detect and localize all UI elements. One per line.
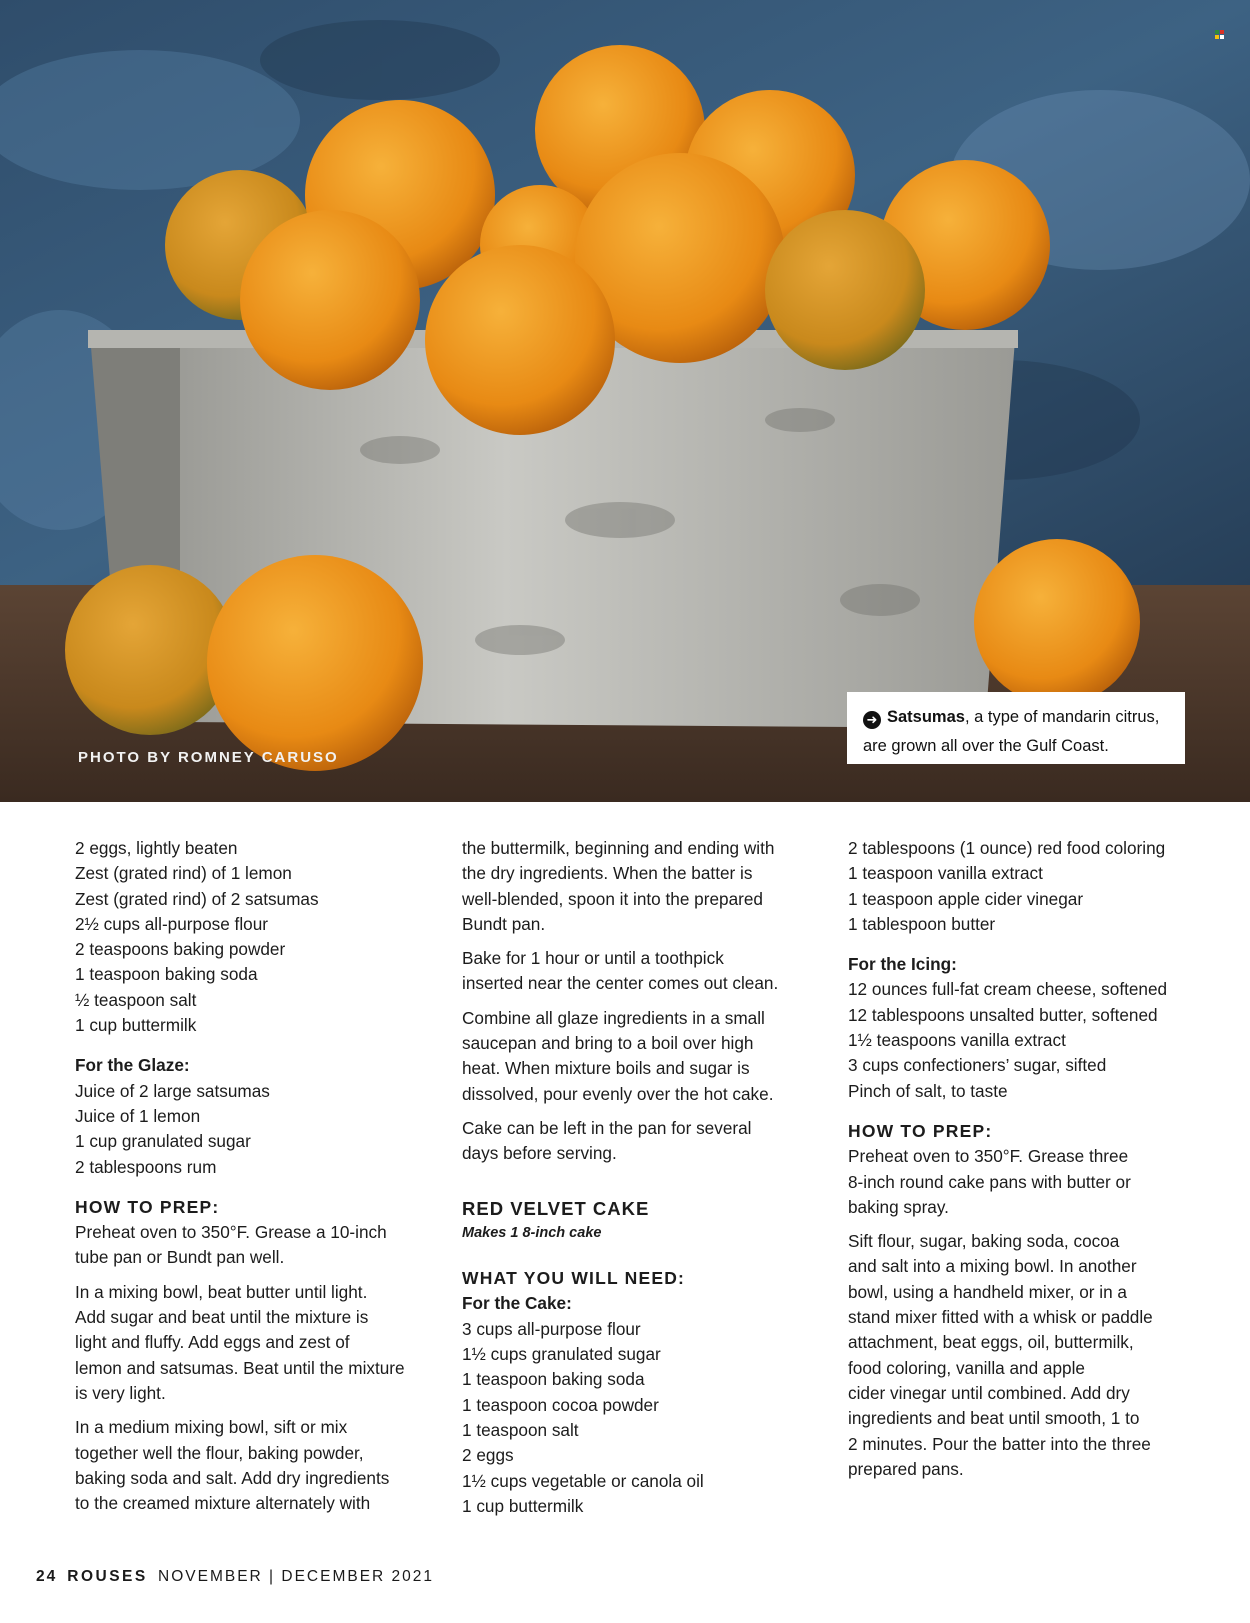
text-line: is very light.: [75, 1382, 166, 1403]
column-3: [848, 836, 1208, 1491]
text-line: Add sugar and beat until the mixture is: [75, 1307, 369, 1328]
text-line: cider vinegar until combined. Add dry: [848, 1382, 1130, 1403]
photo-credit: PHOTO BY ROMNEY CARUSO: [78, 749, 339, 766]
text-line: attachment, beat eggs, oil, buttermilk,: [848, 1332, 1134, 1353]
glaze-heading: For the Glaze:: [75, 1055, 190, 1076]
arrow-right-circle-icon: ➜: [863, 711, 881, 729]
ingredient: Zest (grated rind) of 2 satsumas: [75, 888, 319, 909]
ingredient: 1 teaspoon baking soda: [462, 1369, 645, 1390]
text-line: 2 minutes. Pour the batter into the three: [848, 1433, 1151, 1454]
ingredient: ½ teaspoon salt: [75, 989, 197, 1010]
text-line: In a medium mixing bowl, sift or mix: [75, 1417, 348, 1438]
text-line: days before serving.: [462, 1143, 617, 1164]
text-line: Combine all glaze ingredients in a small: [462, 1007, 765, 1028]
icing-ingredient: 12 ounces full-fat cream cheese, softened: [848, 979, 1168, 1000]
text-line: prepared pans.: [848, 1458, 964, 1479]
ingredient: 1 teaspoon apple cider vinegar: [848, 888, 1084, 909]
text-line: ingredients and beat until smooth, 1 to: [848, 1408, 1140, 1429]
prep-paragraph: [462, 836, 802, 937]
text-line: stand mixer fitted with a whisk or paddle: [848, 1307, 1153, 1328]
text-line: to the creamed mixture alternately with: [75, 1493, 371, 1514]
prep-paragraph: [848, 1144, 1208, 1220]
text-line: Preheat oven to 350°F. Grease three: [848, 1146, 1129, 1167]
prep-paragraph: [848, 1229, 1208, 1482]
icing-ingredient: 12 tablespoons unsalted butter, softened: [848, 1004, 1158, 1025]
glaze-ingredient: 2 tablespoons rum: [75, 1156, 217, 1177]
text-line: bowl, using a handheld mixer, or in a: [848, 1281, 1127, 1302]
prep-paragraph: [75, 1280, 420, 1406]
ingredient: 1 cup buttermilk: [75, 1015, 197, 1036]
prep-paragraph: [75, 1415, 420, 1516]
icing-heading: For the Icing:: [848, 954, 957, 975]
hero-photo: [0, 0, 1250, 802]
text-line: Preheat oven to 350°F. Grease a 10-inch: [75, 1222, 387, 1243]
glaze-ingredient: 1 cup granulated sugar: [75, 1131, 251, 1152]
photo-callout: [847, 692, 1185, 764]
icing-ingredient: Pinch of salt, to taste: [848, 1080, 1008, 1101]
text-line: food coloring, vanilla and apple: [848, 1357, 1085, 1378]
icing-ingredient: 1½ teaspoons vanilla extract: [848, 1030, 1066, 1051]
text-line: 8-inch round cake pans with butter or: [848, 1171, 1131, 1192]
text-line: well-blended, spoon it into the prepared: [462, 888, 763, 909]
ingredient: 2 eggs: [462, 1445, 514, 1466]
issue-date: NOVEMBER | DECEMBER 2021: [158, 1568, 435, 1585]
text-line: baking spray.: [848, 1196, 949, 1217]
prep-paragraph: [75, 1220, 420, 1271]
ingredient: 2½ cups all-purpose flour: [75, 913, 268, 934]
text-line: In a mixing bowl, beat butter until light.: [75, 1281, 368, 1302]
ingredient: 1 teaspoon cocoa powder: [462, 1394, 659, 1415]
ingredient: 1 teaspoon vanilla extract: [848, 863, 1043, 884]
ingredient: 1½ cups granulated sugar: [462, 1344, 661, 1365]
prep-paragraph: [462, 1116, 802, 1167]
text-line: and salt into a mixing bowl. In another: [848, 1256, 1137, 1277]
text-line: the buttermilk, beginning and ending with: [462, 838, 775, 858]
recipe-yield: Makes 1 8-inch cake: [462, 1224, 602, 1241]
text-line: dissolved, pour evenly over the hot cake.: [462, 1083, 774, 1104]
cake-ingredients-continued: [848, 836, 1208, 937]
glaze-list: [75, 1079, 420, 1180]
text-line: Bundt pan.: [462, 913, 546, 934]
text-line: together well the flour, baking powder,: [75, 1442, 364, 1463]
column-2: [462, 836, 802, 1519]
ingredient: Zest (grated rind) of 1 lemon: [75, 863, 292, 884]
column-1: [75, 836, 420, 1525]
text-line: saucepan and bring to a boil over high: [462, 1033, 754, 1054]
text-line: Sift flour, sugar, baking soda, cocoa: [848, 1231, 1120, 1252]
prep-paragraph: [462, 1006, 802, 1107]
text-line: tube pan or Bundt pan well.: [75, 1247, 285, 1268]
prep-heading: HOW TO PREP:: [848, 1120, 993, 1141]
page-footer: [36, 1568, 434, 1586]
callout-bold: Satsumas: [887, 708, 965, 726]
callout-rest: , a type of mandarin citrus,: [964, 708, 1160, 726]
brand-name: ROUSES: [67, 1568, 148, 1585]
glaze-ingredient: Juice of 1 lemon: [75, 1105, 201, 1126]
satsumas-photo-illustration: [0, 0, 1250, 802]
ingredient: 2 tablespoons (1 ounce) red food coloring: [848, 838, 1166, 858]
cake-ingredients-list: [462, 1317, 802, 1519]
ingredient: 1 tablespoon butter: [848, 913, 996, 934]
prep-heading: HOW TO PREP:: [75, 1196, 220, 1217]
text-line: Bake for 1 hour or until a toothpick: [462, 948, 724, 969]
glaze-ingredient: Juice of 2 large satsumas: [75, 1080, 270, 1101]
icing-list: [848, 977, 1208, 1103]
text-line: baking soda and salt. Add dry ingredients: [75, 1467, 390, 1488]
ingredient: 1 cup buttermilk: [462, 1495, 584, 1516]
need-heading: WHAT YOU WILL NEED:: [462, 1268, 686, 1289]
ingredient: 2 eggs, lightly beaten: [75, 838, 238, 858]
ingredient: 1 teaspoon salt: [462, 1419, 579, 1440]
ingredient: 3 cups all-purpose flour: [462, 1318, 641, 1339]
text-line: heat. When mixture boils and sugar is: [462, 1058, 750, 1079]
ingredient: 1 teaspoon baking soda: [75, 964, 258, 985]
text-line: light and fluffy. Add eggs and zest of: [75, 1332, 350, 1353]
ingredient: 1½ cups vegetable or canola oil: [462, 1470, 704, 1491]
corner-mark-icon: [1215, 30, 1224, 39]
page-number: 24: [36, 1568, 58, 1585]
callout-line-2: are grown all over the Gulf Coast.: [863, 737, 1109, 755]
ingredients-list: [75, 836, 420, 1038]
cake-heading: For the Cake:: [462, 1293, 572, 1314]
text-line: inserted near the center comes out clean.: [462, 973, 779, 994]
text-line: lemon and satsumas. Beat until the mixture: [75, 1357, 405, 1378]
text-line: the dry ingredients. When the batter is: [462, 863, 753, 884]
callout-line-1: [863, 703, 1169, 732]
icing-ingredient: 3 cups confectioners’ sugar, sifted: [848, 1055, 1107, 1076]
prep-paragraph: [462, 946, 802, 997]
ingredient: 2 teaspoons baking powder: [75, 939, 286, 960]
recipe-title: RED VELVET CAKE: [462, 1197, 650, 1219]
text-line: Cake can be left in the pan for several: [462, 1117, 752, 1138]
